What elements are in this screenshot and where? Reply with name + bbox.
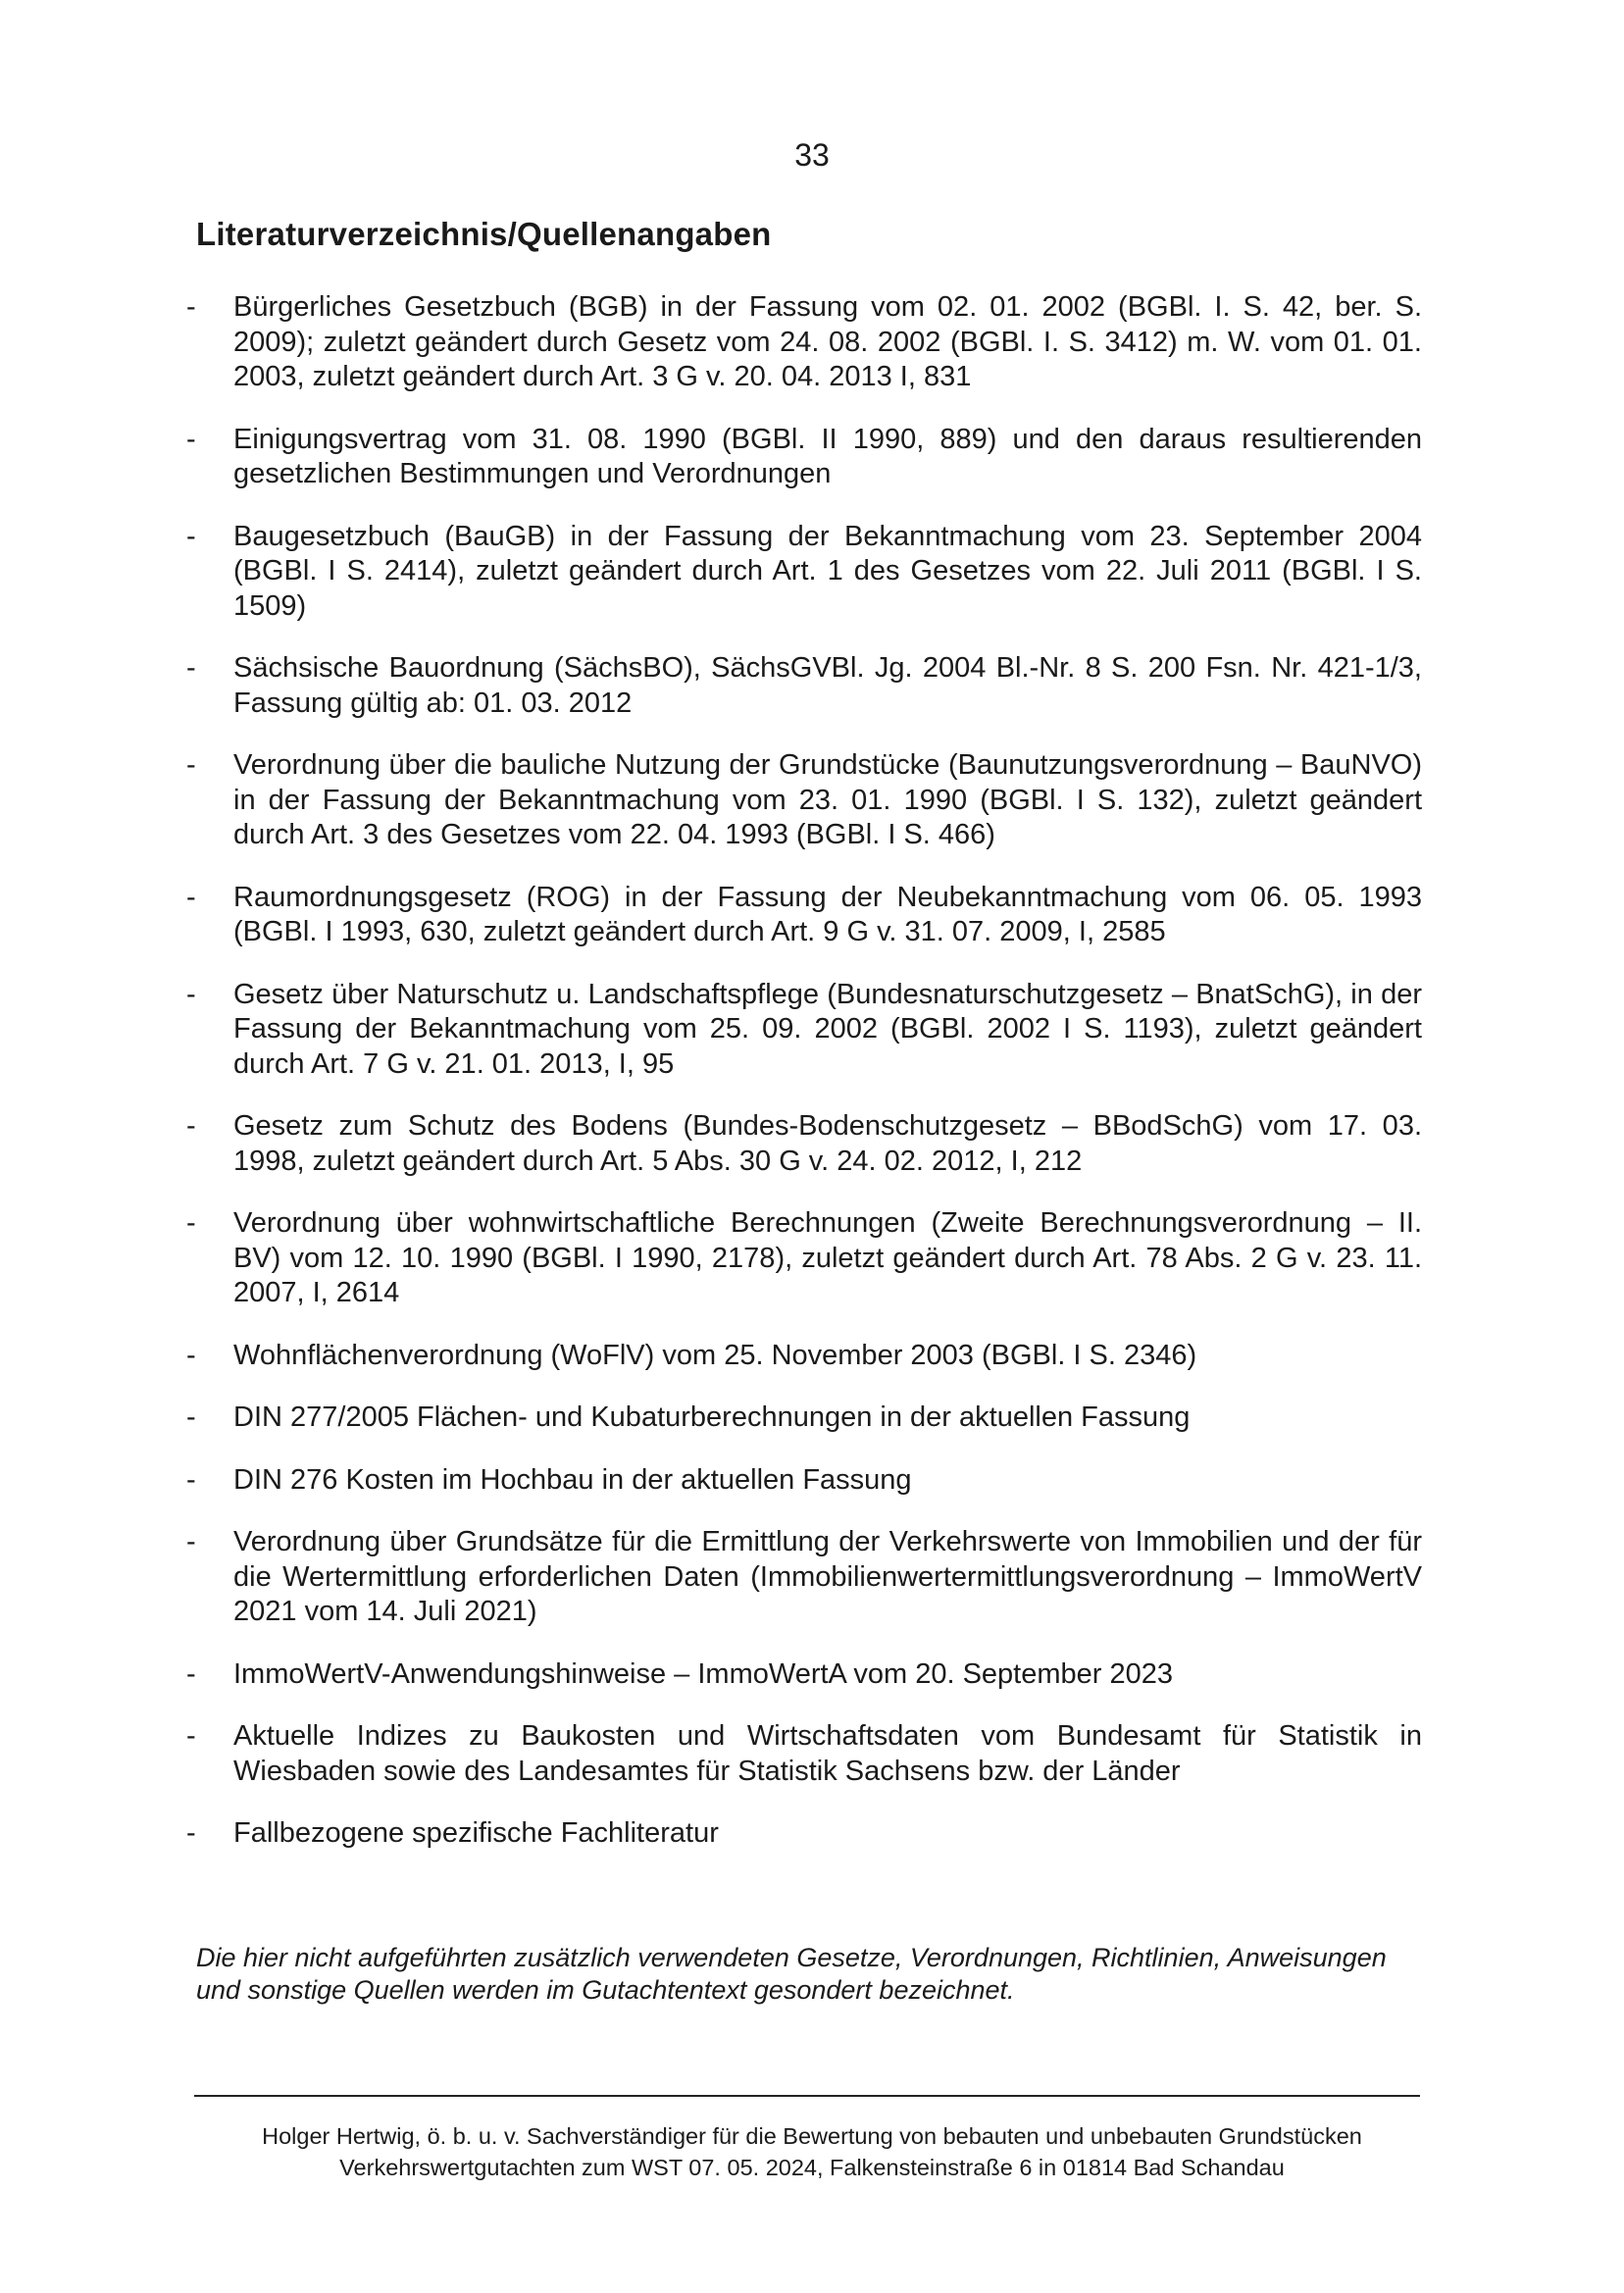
list-item: [186, 978, 1422, 1083]
list-item-text: Aktuelle Indizes zu Baukosten und Wirtschaftsdaten vom Bundesamt für Statistik in Wiesbaden sowie des Landesamtes für Statistik Sachsens bzw. der Länder: [233, 1720, 1422, 1787]
list-bullet: -: [186, 1720, 196, 1752]
list-item-text: Sächsische Bauordnung (SächsBO), SächsGVBl. Jg. 2004 Bl.-Nr. 8 S. 200 Fsn. Nr. 421-1/3, Fassung gültig ab: 01. 03. 2012: [233, 652, 1422, 719]
list-item-text: Gesetz über Naturschutz u. Landschaftspflege (Bundesnaturschutzgesetz – BnatSchG), in der Fassung der Bekanntmachung vom 25. 09. 2002 (BGBl. 2002 I S. 1193), zuletzt geändert durch Art. 7 G v. 21. 01. 2013, I, 95: [233, 978, 1422, 1080]
list-item: [186, 881, 1422, 950]
list-item: [186, 1525, 1422, 1630]
list-item: [186, 1109, 1422, 1179]
list-bullet: -: [186, 291, 196, 323]
list-bullet: -: [186, 1526, 196, 1557]
list-item-text: Raumordnungsgesetz (ROG) in der Fassung der Neubekanntmachung vom 06. 05. 1993 (BGBl. I 1993, 630, zuletzt geändert durch Art. 9 G v. 31. 07. 2009, I, 2585: [233, 881, 1422, 947]
list-item: [186, 1657, 1422, 1693]
list-bullet: -: [186, 1110, 196, 1142]
page-footer: [0, 2120, 1624, 2183]
list-bullet: -: [186, 520, 196, 552]
list-bullet: -: [186, 749, 196, 781]
list-item-text: Verordnung über wohnwirtschaftliche Berechnungen (Zweite Berechnungsverordnung – II. BV) vom 12. 10. 1990 (BGBl. I 1990, 2178), zuletzt geändert durch Art. 78 Abs. 2 G v. 23. 11. 2007, I, 2614: [233, 1207, 1422, 1308]
list-item: [186, 1463, 1422, 1499]
list-item: [186, 1719, 1422, 1789]
list-bullet: -: [186, 1339, 196, 1371]
list-item: [186, 1401, 1422, 1436]
list-item-text: ImmoWertV-Anwendungshinweise – ImmoWertA vom 20. September 2023: [233, 1657, 1173, 1690]
list-item: [186, 1339, 1422, 1374]
reference-list: [186, 290, 1422, 1879]
list-item: [186, 651, 1422, 721]
page-number: 33: [794, 137, 830, 173]
list-item-text: Einigungsvertrag vom 31. 08. 1990 (BGBl. II 1990, 889) und den daraus resultierenden gesetzlichen Bestimmungen und Verordnungen: [233, 423, 1422, 489]
list-item-text: Gesetz zum Schutz des Bodens (Bundes-Bodenschutzgesetz – BBodSchG) vom 17. 03. 1998, zuletzt geändert durch Art. 5 Abs. 30 G v. 24. 02. 2012, I, 212: [233, 1110, 1422, 1177]
footer-line-report: Verkehrswertgutachten zum WST 07. 05. 2024, Falkensteinstraße 6 in 01814 Bad Schandau: [339, 2155, 1285, 2180]
list-item-text: Wohnflächenverordnung (WoFlV) vom 25. November 2003 (BGBl. I S. 2346): [233, 1339, 1197, 1371]
list-item-text: Fallbezogene spezifische Fachliteratur: [233, 1817, 719, 1849]
footer-line-author: Holger Hertwig, ö. b. u. v. Sachverständiger für die Bewertung von bebauten und unbebauten Grundstücken: [262, 2123, 1362, 2149]
list-item-text: Verordnung über die bauliche Nutzung der Grundstücke (Baunutzungsverordnung – BauNVO) in der Fassung der Bekanntmachung vom 23. 01. 1990 (BGBl. I S. 132), zuletzt geändert durch Art. 3 des Gesetzes vom 22. 04. 1993 (BGBl. I S. 466): [233, 749, 1422, 850]
list-bullet: -: [186, 978, 196, 1010]
list-item: [186, 1206, 1422, 1311]
list-bullet: -: [186, 1463, 196, 1496]
list-item: [186, 423, 1422, 492]
list-item-text: Baugesetzbuch (BauGB) in der Fassung der Bekanntmachung vom 23. September 2004 (BGBl. I S. 2414), zuletzt geändert durch Art. 1 des Gesetzes vom 22. Juli 2011 (BGBl. I S. 1509): [233, 520, 1422, 622]
list-item-text: DIN 276 Kosten im Hochbau in der aktuellen Fassung: [233, 1463, 912, 1496]
list-bullet: -: [186, 652, 196, 684]
list-item: [186, 1816, 1422, 1852]
list-bullet: -: [186, 1817, 196, 1849]
footer-divider: [194, 2095, 1420, 2097]
list-item-text: Verordnung über Grundsätze für die Ermittlung der Verkehrswerte von Immobilien und der für die Wertermittlung erforderlichen Daten (Immobilienwertermittlungsverordnung – ImmoWertV 2021 vom 14. Juli 2021): [233, 1526, 1422, 1627]
list-bullet: -: [186, 1401, 196, 1433]
list-bullet: -: [186, 1207, 196, 1239]
page-title: Literaturverzeichnis/Quellenangaben: [196, 216, 772, 252]
list-bullet: -: [186, 423, 196, 455]
list-item-text: DIN 277/2005 Flächen- und Kubaturberechnungen in der aktuellen Fassung: [233, 1401, 1191, 1433]
list-bullet: -: [186, 1657, 196, 1690]
list-bullet: -: [186, 881, 196, 913]
list-item-text: Bürgerliches Gesetzbuch (BGB) in der Fassung vom 02. 01. 2002 (BGBl. I. S. 42, ber. S. 2009); zuletzt geändert durch Gesetz vom 24. 08. 2002 (BGBl. I. S. 3412) m. W. vom 01. 01. 2003, zuletzt geändert durch Art. 3 G v. 20. 04. 2013 I, 831: [233, 291, 1422, 392]
list-item: [186, 290, 1422, 395]
closing-note: Die hier nicht aufgeführten zusätzlich verwendeten Gesetze, Verordnungen, Richtlinien, Anweisungen und sonstige Quellen werden im Gutachtentext gesondert bezeichnet.: [196, 1943, 1387, 2005]
list-item: [186, 520, 1422, 625]
list-item: [186, 748, 1422, 853]
